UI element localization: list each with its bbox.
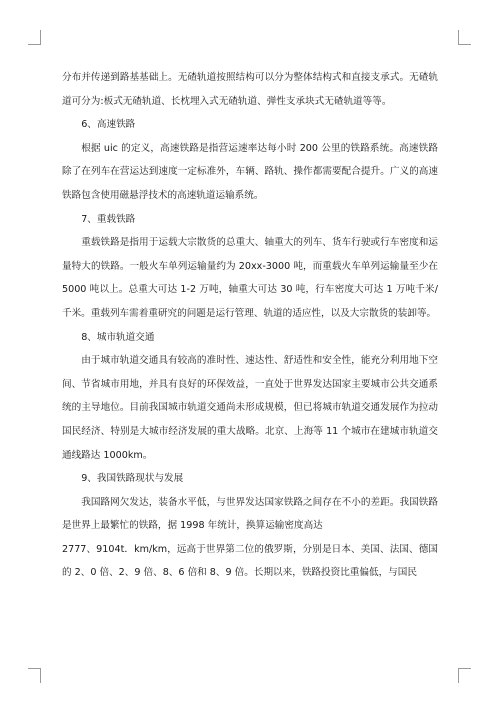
paragraph-high-speed-rail: 根据 uic 的定义，高速铁路是指营运速率达每小时 200 公里的铁路系统。高速铁路除了在列车在营运达到速度一定标准外，车辆、路轨、操作都需要配合提升。广义的高速铁路包含使用磁悬浮技术的高速轨道运输系统。 bbox=[62, 142, 438, 201]
heading-high-speed-rail: 6、高速铁路 bbox=[81, 119, 136, 131]
paragraph-heavy-haul-rail: 重载铁路是指用于运载大宗散货的总重大、轴重大的列车、货车行驶或行车密度和运量特大的铁路。一般火车单列运输量约为 20xx-3000 吨，而重载火车单列运输量至少在 5000 吨以上。总重大可达 1-2 万吨，轴重大可达 30 吨，行车密度大可达 1 万吨千米/千米。重载列车需着重研究的问题是运行管理、轨道的适应性，以及大宗散货的装卸等。 bbox=[62, 237, 438, 319]
paragraph-china-rail-status: 我国路网欠发达，装备水平低，与世界发达国家铁路之间存在不小的差距。我国铁路是世界上最繁忙的铁路，据 1998 年统计，换算运输密度高达 bbox=[62, 496, 438, 532]
paragraph-transport-density: 2777、9104t．km/km，远高于世界第二位的俄罗斯，分别是日本、美国、法国、德国的 2、0 倍、2、9 倍、8、6 倍和 8、9 倍。长期以来，铁路投资比重偏低，与国民 bbox=[62, 543, 438, 579]
heading-china-rail-status: 9、我国铁路现状与发展 bbox=[81, 473, 184, 485]
crop-mark-bottom-right bbox=[458, 668, 471, 683]
crop-mark-bottom-left bbox=[28, 668, 41, 683]
document-body bbox=[62, 66, 438, 585]
crop-mark-top-right bbox=[458, 30, 471, 45]
heading-heavy-haul-rail: 7、重载铁路 bbox=[81, 213, 136, 225]
heading-urban-rail-transit: 8、城市轨道交通 bbox=[81, 331, 155, 343]
paragraph-ballastless-track: 分布并传递到路基基础上。无碴轨道按照结构可以分为整体结构式和直接支承式。无碴轨道可分为:板式无碴轨道、长枕埋入式无碴轨道、弹性支承块式无碴轨道等等。 bbox=[62, 72, 438, 107]
paragraph-urban-rail-transit: 由于城市轨道交通具有较高的准时性、速达性、舒适性和安全性，能充分利用地下空间、节省城市用地，并具有良好的环保效益，一直处于世界发达国家主要城市公共交通系统的主导地位。目前我国城市轨道交通尚未形成规模，但已将城市轨道交通发展作为拉动国民经济、特别是大城市经济发展的重大战略。北京、上海等 11 个城市在建城市轨道交通线路达 1000km。 bbox=[62, 355, 438, 461]
crop-mark-top-left bbox=[28, 30, 41, 45]
